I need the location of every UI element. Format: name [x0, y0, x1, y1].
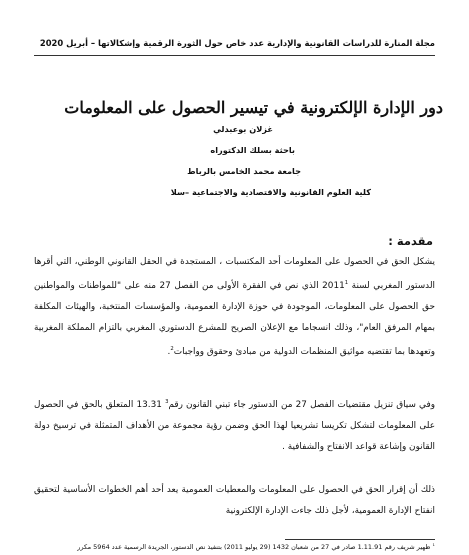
paragraph-1-text-b: الذي نص في الفقرة الأولى من الفصل 27 منه على "للمواطنات والمواطنين حق الحصول على المعلومات، الموجودة في حوزة الإدارة العمومية، والمؤسسات المنتخبة، والهيئات المكلفة بمهام المرفق العام"، وذلك انسجاما مع الإعلان الصريح للمشرع الدستوري المغربي بالتزام المملكة المغربية وتعهدها بما تقتضيه مواثيق المنظمات الدولية من مبادئ وحقوق وواجبات — [34, 280, 435, 357]
footnote-ref-2[interactable]: 2 — [170, 345, 174, 352]
article-title: دور الإدارة الإلكترونية في تيسير الحصول على المعلومات — [64, 98, 443, 117]
footnote-marker: 1 — [432, 542, 435, 547]
footnote-divider — [285, 539, 435, 540]
header-divider — [34, 55, 435, 56]
author-name: غزلان بوعبدلي — [213, 124, 273, 134]
paragraph-2-text-b: 13.31 المتعلق بالحق في الحصول على المعلومات لتشكل تكريسا تشريعيا لهذا الحق وضمن رؤية مجموعة من الأهداف المتمثلة في ترسيخ دولة القانون وإشاعة قواعد الانفتاح والشفافية . — [34, 399, 435, 452]
author-role: باحثة بسلك الدكتوراه — [210, 145, 295, 155]
author-university: جامعة محمد الخامس بالرباط — [187, 166, 301, 176]
journal-header: مجلة المنارة للدراسات القانونية والإدارية عدد خاص حول الثورة الرقمية وإشكالاتها – أبريل 2020 — [39, 38, 435, 48]
footnote-1 — [18, 542, 435, 551]
section-heading: مقدمة : — [388, 234, 433, 248]
footnote-ref-3[interactable]: 3 — [165, 399, 169, 405]
author-faculty: كلية العلوم القانونية والاقتصادية والاجتماعية –سلا — [170, 187, 371, 197]
paragraph-1 — [34, 252, 435, 363]
footnote-text: ظهير شريف رقم 1.11.91 صادر في 27 من شعبان 1432 (29 يوليو 2011) بتنفيذ نص الدستور، الجريدة الرسمية عدد 5964 مكرر — [77, 543, 433, 552]
footnote-ref-1[interactable]: 1 — [344, 280, 349, 286]
paragraph-1-text-c: . — [167, 346, 171, 357]
paragraph-3: ذلك أن إقرار الحق في الحصول على المعلومات والمعطيات العمومية يعد أحد أهم الخطوات الأساسية لتحقيق انفتاح الإدارة العمومية، لأجل ذلك جاءت الإدارة الإلكترونية — [34, 485, 435, 516]
paragraph-2-text-a: وفي سياق تنزيل مقتضيات الفصل 27 من الدستور جاء تبني القانون رقم — [168, 399, 435, 410]
paragraph-2 — [34, 392, 435, 458]
paragraph-1-text-a: يشكل الحق في الحصول على المعلومات أحد المكتسبات ، المستجدة في الحقل القانوني الوطني، التي أقرها الدستور المغربي لسنة 2011 — [34, 257, 435, 291]
